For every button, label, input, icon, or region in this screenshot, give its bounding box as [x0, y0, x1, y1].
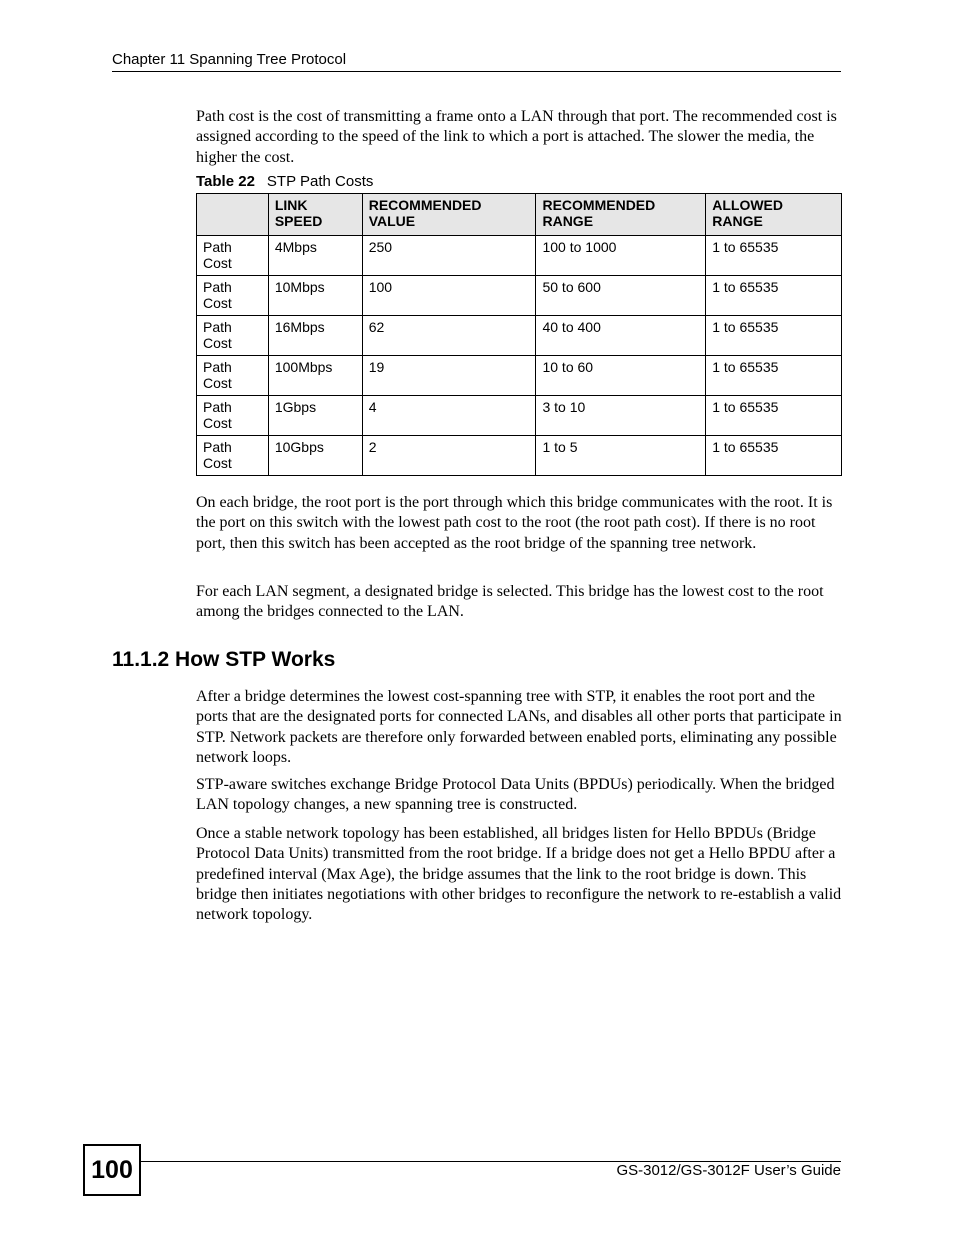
- table-cell: 10Gbps: [268, 436, 362, 476]
- table-cell: 50 to 600: [536, 276, 706, 316]
- table-cell: 1Gbps: [268, 396, 362, 436]
- table-row: [197, 396, 842, 436]
- table-caption-title: STP Path Costs: [266, 173, 374, 190]
- column-header: LINK SPEED: [268, 194, 362, 236]
- designated-bridge-paragraph: For each LAN segment, a designated bridge is selected. This bridge has the lowest cost to the root among the bridges connected to the LAN.: [196, 583, 824, 621]
- table-cell: 4Mbps: [268, 236, 362, 276]
- stp-path-costs-table: [196, 193, 842, 476]
- column-header: ALLOWED RANGE: [706, 194, 842, 236]
- section-paragraph-2: STP-aware switches exchange Bridge Protocol Data Units (BPDUs) periodically. When the bridged LAN topology changes, a new spanning tree is constructed.: [196, 776, 835, 814]
- table-cell: 62: [362, 316, 536, 356]
- header-divider: [112, 71, 841, 72]
- column-header: [197, 194, 269, 236]
- root-port-paragraph: On each bridge, the root port is the port through which this bridge communicates with the root. It is the port on this switch with the lowest path cost to the root (the root path cost). If there is no root port, then this switch has been accepted as the root bridge of the spanning tree network.: [196, 494, 833, 552]
- section-heading: 11.1.2 How STP Works: [112, 648, 336, 671]
- table-cell: 1 to 65535: [706, 276, 842, 316]
- table-cell: 1 to 5: [536, 436, 706, 476]
- guide-title: GS-3012/GS-3012F User’s Guide: [616, 1162, 841, 1179]
- table-row: [197, 276, 842, 316]
- table-cell: 2: [362, 436, 536, 476]
- table-cell: 40 to 400: [536, 316, 706, 356]
- table-cell: 1 to 65535: [706, 316, 842, 356]
- table-cell: 250: [362, 236, 536, 276]
- column-header: RECOMMENDED RANGE: [536, 194, 706, 236]
- section-paragraph-3: Once a stable network topology has been established, all bridges listen for Hello BPDUs (Bridge Protocol Data Units) transmitted from the root bridge. If a bridge does not get a Hello BPDU after a predefined interval (Max Age), the bridge assumes that the link to the root bridge is down. This bridge then initiates negotiations with other bridges to reconfigure the network to re-establish a valid network topology.: [196, 825, 842, 924]
- table-cell: 10 to 60: [536, 356, 706, 396]
- table-cell: 3 to 10: [536, 396, 706, 436]
- table-cell: 19: [362, 356, 536, 396]
- table-cell: 1 to 65535: [706, 436, 842, 476]
- chapter-header: Chapter 11 Spanning Tree Protocol: [112, 51, 347, 68]
- table-cell: Path Cost: [197, 436, 269, 476]
- table-cell: Path Cost: [197, 396, 269, 436]
- section-paragraph-1: After a bridge determines the lowest cost-spanning tree with STP, it enables the root port and the ports that are the designated ports for connected LANs, and disables all other ports that participate in STP. Network packets are therefore only forwarded between enabled ports, eliminating any possible network loops.: [196, 688, 842, 766]
- table-caption: [196, 173, 373, 190]
- table-row: [197, 316, 842, 356]
- column-header: RECOMMENDED VALUE: [362, 194, 536, 236]
- table-cell: Path Cost: [197, 316, 269, 356]
- table-cell: 100: [362, 276, 536, 316]
- table-cell: 1 to 65535: [706, 396, 842, 436]
- table-cell: 4: [362, 396, 536, 436]
- table-row: [197, 356, 842, 396]
- table-header-row: [197, 194, 842, 236]
- table-cell: 1 to 65535: [706, 236, 842, 276]
- table-cell: 100Mbps: [268, 356, 362, 396]
- table-cell: 100 to 1000: [536, 236, 706, 276]
- table-cell: 1 to 65535: [706, 356, 842, 396]
- page-number: 100: [83, 1144, 141, 1196]
- intro-paragraph: Path cost is the cost of transmitting a frame onto a LAN through that port. The recommended cost is assigned according to the speed of the link to which a port is attached. The slower the media, the higher the cost.: [196, 108, 837, 166]
- table-cell: 10Mbps: [268, 276, 362, 316]
- table-row: [197, 436, 842, 476]
- table-row: [197, 236, 842, 276]
- table-caption-number: Table 22: [196, 173, 255, 190]
- table-cell: 16Mbps: [268, 316, 362, 356]
- table-cell: Path Cost: [197, 276, 269, 316]
- table-cell: Path Cost: [197, 236, 269, 276]
- table-cell: Path Cost: [197, 356, 269, 396]
